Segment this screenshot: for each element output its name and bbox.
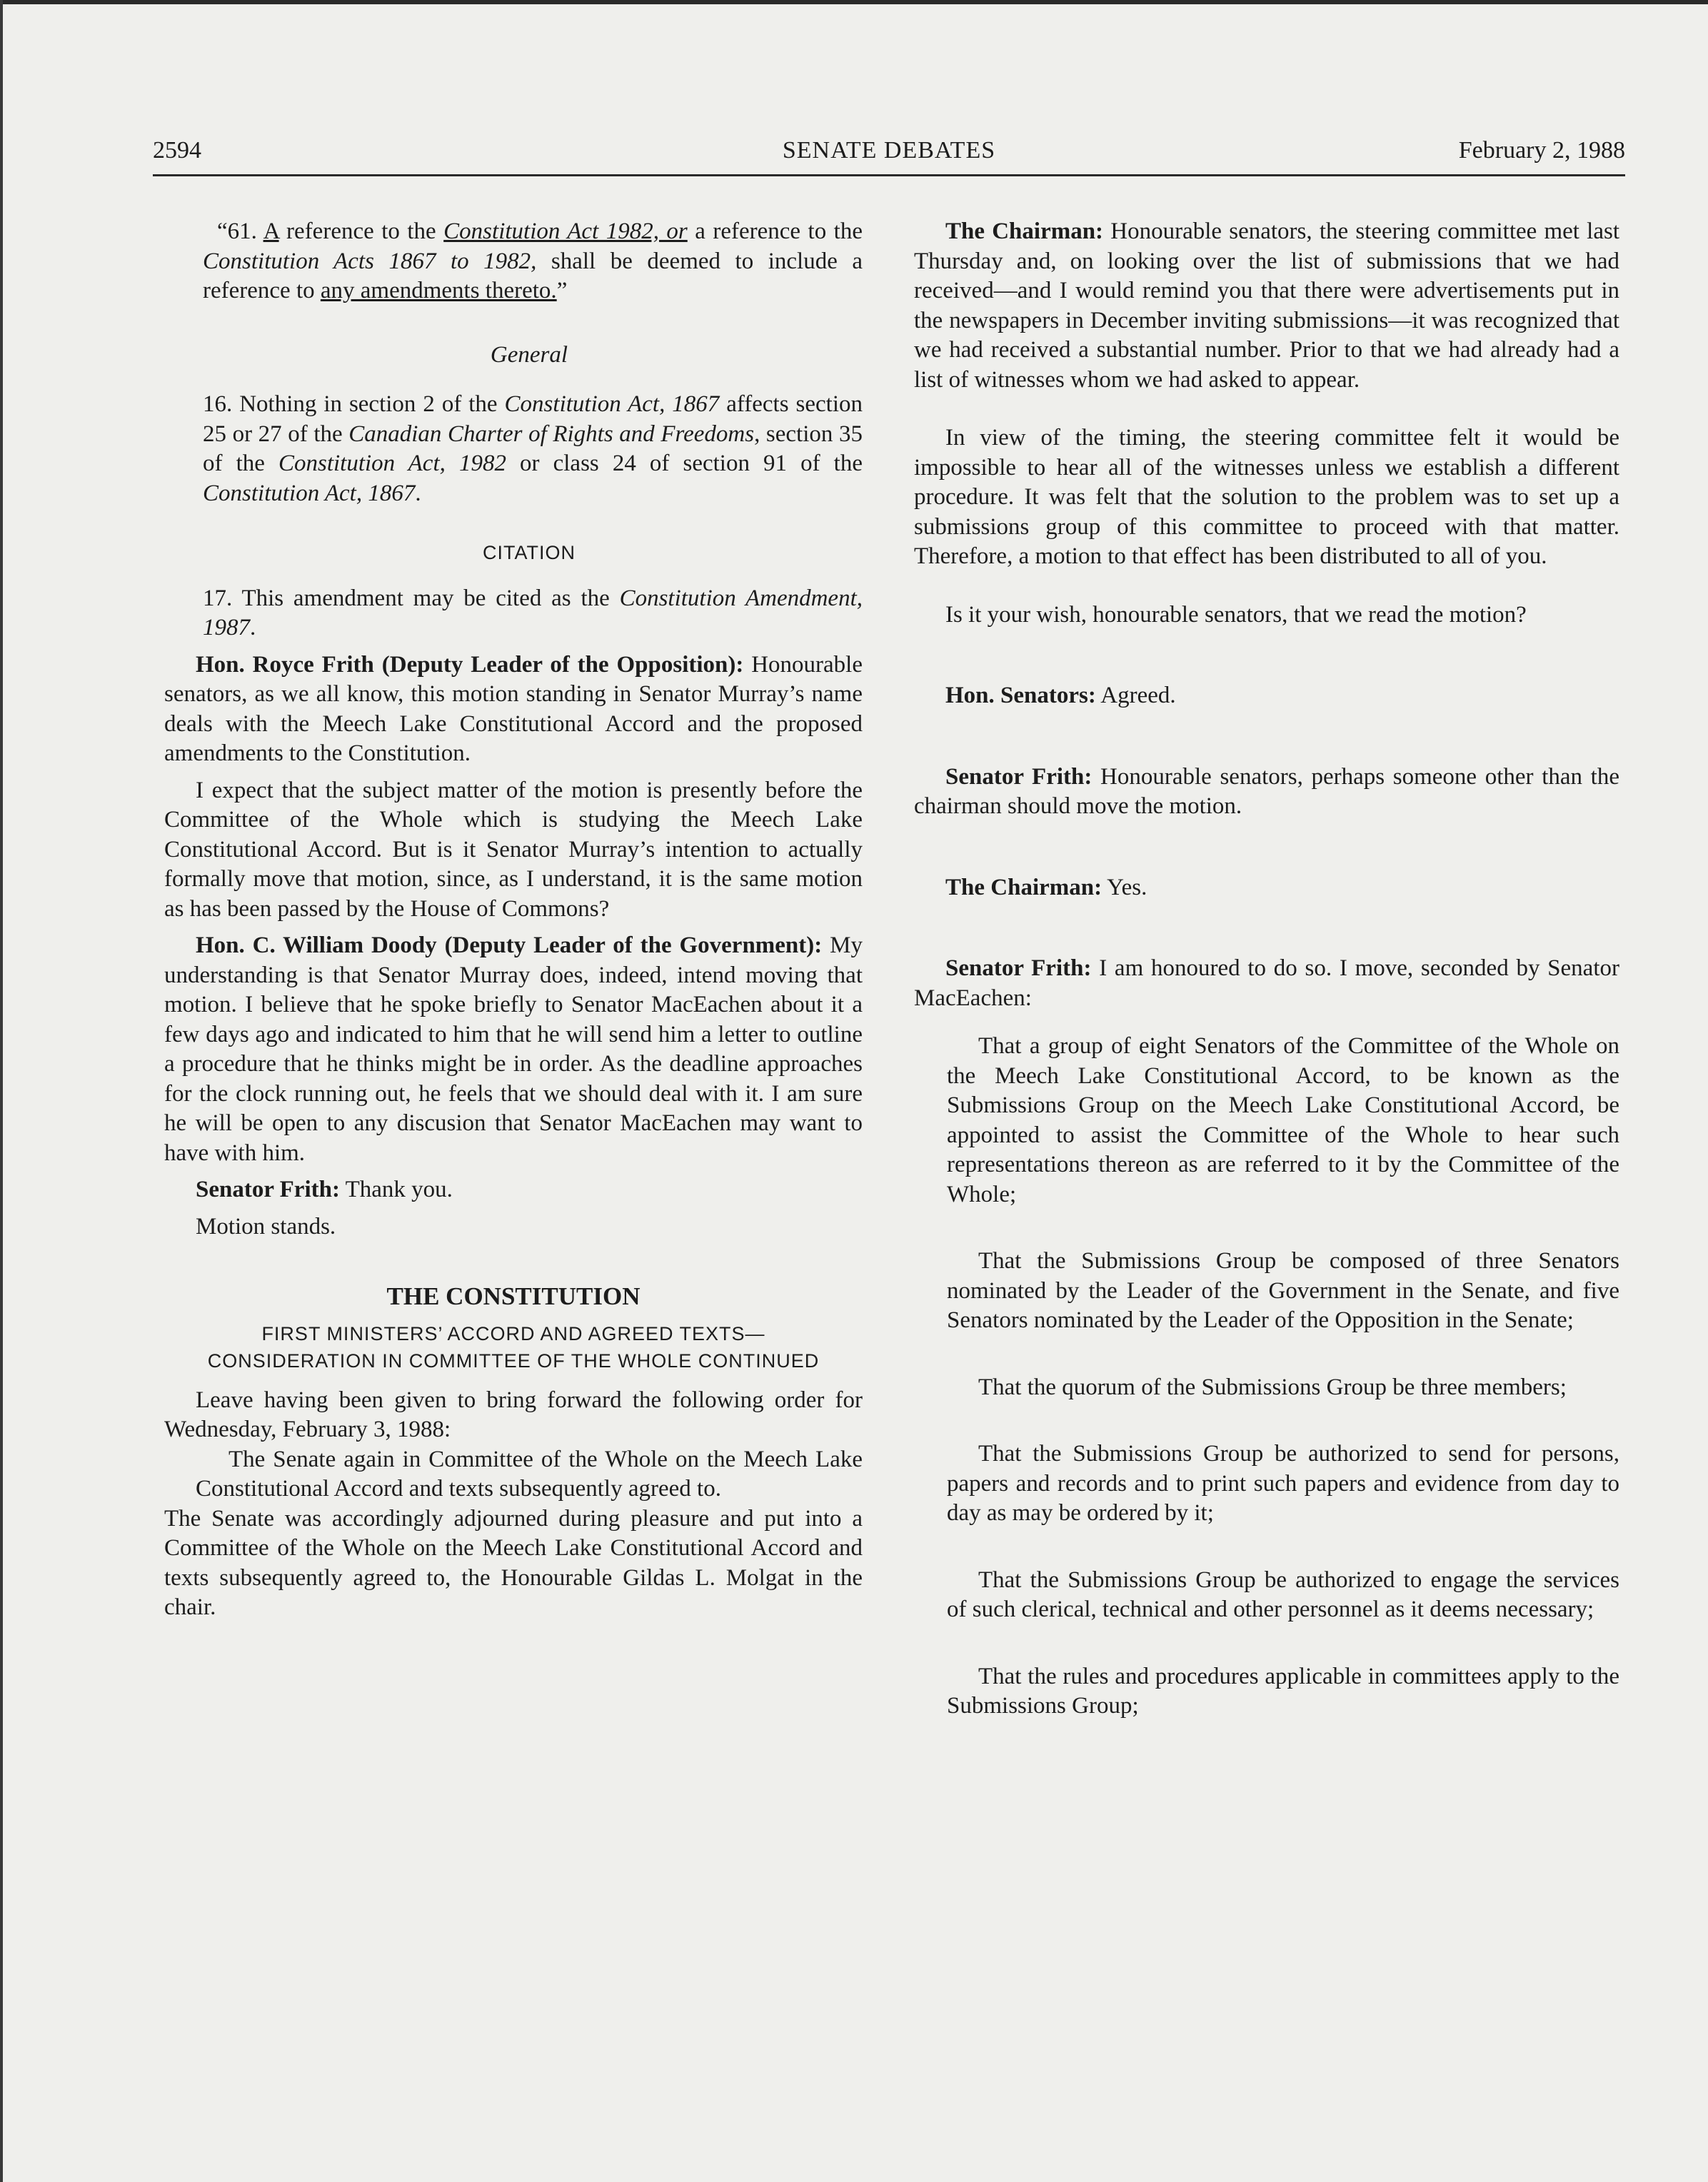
motion-clause-1: That a group of eight Senators of the Committee of the Whole on the Meech Lake Constitutional Accord, to be known as the Submissions Group on the Meech Lake Constitutional Accord, be appointed to assist the Committee of the Whole to hear such representations thereon as are referred to it by the Committee of the Whole; [947, 1033, 1619, 1207]
speech-frith-thanks: Senator Frith: Thank you. [196, 1177, 453, 1202]
speech-frith-move: Senator Frith: I am honoured to do so. I move, seconded by Senator MacEachen: [914, 955, 1619, 1011]
section-17: 17. This amendment may be cited as the Constitution Amendment, 1987. [203, 585, 863, 640]
speech-chairman-yes: The Chairman: Yes. [945, 874, 1147, 900]
motion-clause-4: That the Submissions Group be authorized to send for persons, papers and records and to print such papers and evidence from day to day as may be ordered by it; [947, 1441, 1619, 1526]
leave-paragraph: Leave having been given to bring forward the following order for Wednesday, February 3, 1988: [164, 1387, 863, 1442]
motion-clause-5: That the Submissions Group be authorized to engage the services of such clerical, technical and other personnel as it deems necessary; [947, 1567, 1619, 1622]
speech-frith: Hon. Royce Frith (Deputy Leader of the Opposition): Honourable senators, as we all know, this motion standing in Senator Murray’s name deals with the Meech Lake Constitutional Accord and the proposed amendments to the Constitution. [164, 651, 863, 766]
adjourned-paragraph: The Senate was accordingly adjourned during pleasure and put into a Committee of the Whole on the Meech Lake Constitutional Accord and texts subsequently agreed to, the Honourable Gildas L. Molgat in the chair. [164, 1505, 863, 1620]
subheading-consideration: CONSIDERATION IN COMMITTEE OF THE WHOLE CONTINUED [207, 1349, 820, 1372]
scan-edge-left [0, 0, 3, 2182]
speech-doody: Hon. C. William Doody (Deputy Leader of the Government): My understanding is that Senator Murray does, indeed, intend moving that motion. I believe that he spoke briefly to Senator MacEachen about it a few days ago and indicated to him that he will send him a letter to outline a procedure that he thinks might be in order. As the deadline approaches for the clock running out, he feels that we should deal with it. I am sure he will be open to any discusion that Senator MacEachen may want to have with him. [164, 932, 863, 1166]
heading-the-constitution: THE CONSTITUTION [386, 1282, 640, 1310]
speech-senators-agreed: Hon. Senators: Agreed. [945, 683, 1176, 708]
section-16: 16. Nothing in section 2 of the Constitution Act, 1867 affects section 25 or 27 of the Canadian Charter of Rights and Freedoms, section 35 of the Constitution Act, 1982 or class 24 of section 91 of the Constitution Act, 1867. [203, 391, 863, 506]
left-column [164, 217, 863, 1623]
heading-citation: CITATION [483, 542, 576, 563]
scan-edge-top [0, 0, 1708, 4]
heading-general: General [490, 341, 568, 368]
publication-title: SENATE DEBATES [782, 137, 996, 164]
quoted-section-61: “61. A reference to the Constitution Act 1982, or a reference to the Constitution Acts 1867 to 1982, shall be deemed to include a reference to any amendments thereto.” [203, 218, 863, 303]
wish-paragraph: Is it your wish, honourable senators, that we read the motion? [945, 601, 1527, 628]
order-of-day: The Senate again in Committee of the Whole on the Meech Lake Constitutional Accord and texts subsequently agreed to. [196, 1446, 863, 1502]
page-number: 2594 [153, 137, 201, 164]
motion-clause-2: That the Submissions Group be composed of three Senators nominated by the Leader of the Government in the Senate, and five Senators nominated by the Leader of the Opposition in the Senate; [947, 1248, 1619, 1333]
motion-stands: Motion stands. [196, 1213, 336, 1240]
speech-frith-other: Senator Frith: Honourable senators, perhaps someone other than the chairman should move the motion. [914, 763, 1619, 819]
subheading-accord: FIRST MINISTERS’ ACCORD AND AGREED TEXTS— [261, 1322, 765, 1344]
motion-clause-6: That the rules and procedures applicable in committees apply to the Submissions Group; [947, 1663, 1619, 1719]
speech-chairman-1: The Chairman: Honourable senators, the steering committee met last Thursday and, on looking over the list of submissions that we had received—and I would remind you that there were advertisements put in the newspapers in December inviting submissions—it was recognized that we had received a substantial number. Prior to that we had already had a list of witnesses whom we had asked to appear. [914, 218, 1619, 393]
right-column [914, 217, 1619, 1721]
motion-clause-3: That the quorum of the Submissions Group be three members; [978, 1374, 1567, 1400]
issue-date: February 2, 1988 [1458, 137, 1625, 164]
page-header [153, 134, 1625, 176]
timing-paragraph: In view of the timing, the steering committee felt it would be impossible to hear all of the witnesses unless we establish a different procedure. It was felt that the solution to the problem was to set up a submissions group of this committee to proceed with that matter. Therefore, a motion to that effect has been distributed to all of you. [914, 425, 1619, 569]
speech-frith-2: I expect that the subject matter of the motion is presently before the Committee of the Whole which is studying the Meech Lake Constitutional Accord. But is it Senator Murray’s intention to actually formally move that motion, since, as I understand, it is the same motion as has been passed by the House of Commons? [164, 777, 863, 922]
